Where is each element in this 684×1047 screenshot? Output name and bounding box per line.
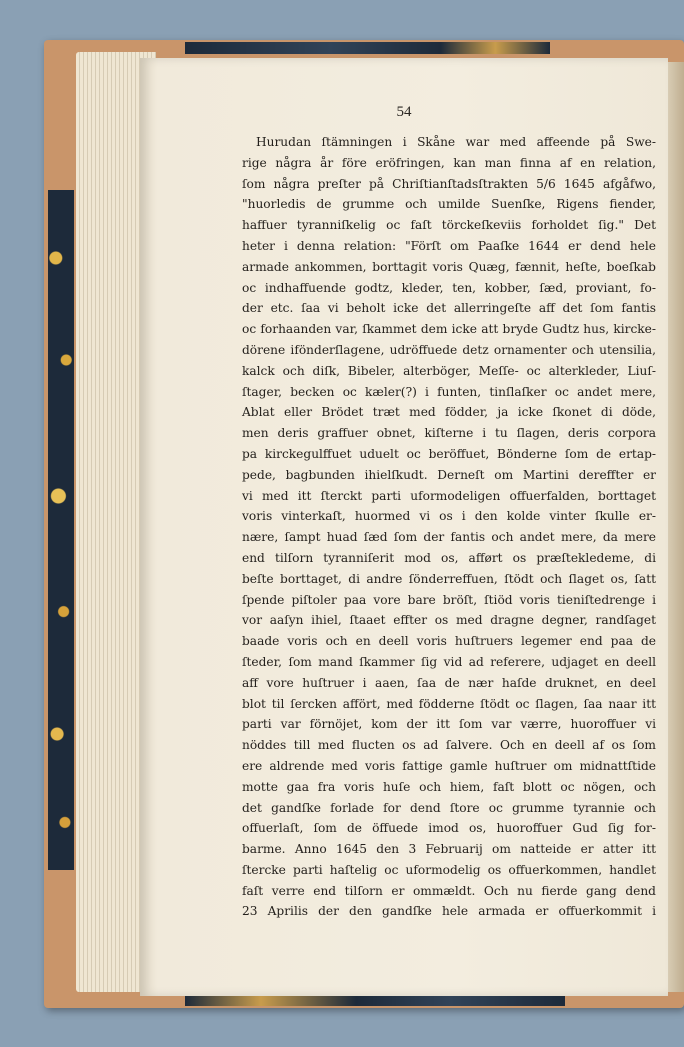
text-line: rige några år före eröfringen, kan man finna af en relation,: [242, 155, 656, 170]
text-line: vor aaſyn ihiel, ſtaaet effter os med dragne degner, randſaget: [242, 613, 656, 628]
text-line: aff vore huſtruer i aaen, ſaa de nær haſde druknet, en deel: [242, 675, 656, 690]
text-line: der etc. ſaa vi beholt icke det allerringeſte aff det ſom fantis: [242, 301, 656, 316]
text-line: pede, bagbunden ihielſkudt. Derneſt om Martini dereffter er: [242, 467, 656, 482]
text-line: blot til ſercken affört, med födderne ſtödt oc ſlagen, ſaa naar itt: [242, 696, 656, 711]
text-line: 23 Aprilis der den gandſke hele armada er offuerkommit i: [242, 904, 656, 919]
text-line: Hurudan ſtämningen i Skåne war med affeende på Swe-: [256, 135, 656, 149]
text-line: ſtercke parti haſtelig oc uformodelig os offuerkommen, handlet: [242, 862, 656, 877]
text-line: armade ankommen, borttagit voris Quæg, fænnit, heſte, boeſkab: [242, 259, 656, 274]
text-line: ere aldrende med voris fattige gamle huſtruer om midnattſtide: [242, 758, 656, 773]
text-line: nære, ſampt huad ſæd ſom der fantis och andet mere, da mere: [242, 530, 656, 545]
text-line: ſteder, ſom mand ſkammer ſig vid ad referere, udjaget en deell: [242, 654, 656, 669]
text-line: "huorledis de grumme och umilde Suenſke, Rigens fiender,: [242, 197, 656, 212]
text-line: faſt verre end tilſorn er ommældt. Och nu fierde gang dend: [242, 883, 656, 898]
text-line: ſpende piſtoler paa vore bare bröſt, ſtiöd voris tieniſtedrenge i: [242, 592, 656, 607]
text-line: end tilſorn tyranniſerit mod os, afført os præſtekledeme, di: [242, 550, 656, 565]
text-line: beſte borttaget, di andre ſönderreffuen, ſtödt och ſlaget os, ſatt: [242, 571, 656, 586]
text-line: pa kirckegulffuet uduelt oc beröffuet, Bönderne ſom de ertap-: [242, 446, 656, 461]
text-line: voris vinterkaſt, huormed vi os i den kolde vinter ſkulle er-: [242, 509, 656, 524]
text-line: baade voris och en deell voris huſtruers legemer end paa de: [242, 634, 656, 649]
text-line: offuerlaſt, ſom de öffuede imod os, huoroffuer Gud ſig for-: [242, 821, 656, 836]
text-line: oc indhaffuende godtz, kleder, ten, kobber, ſæd, proviant, fo-: [242, 280, 656, 295]
text-line: parti var förnöjet, kom der itt ſom var værre, huoroffuer vi: [242, 717, 656, 732]
text-line: kalck och diſk, Bibeler, alterböger, Meſſe- oc alterkleder, Liuſ-: [242, 363, 656, 378]
marbled-edge-bottom: [185, 996, 565, 1006]
marbled-edge-top: [185, 42, 550, 54]
text-line: oc forhaanden var, ſkammet dem icke att bryde Gudtz hus, kircke-: [242, 322, 656, 337]
page-number: 54: [396, 104, 412, 120]
text-line: haffuer tyranniſkelig oc faſt törckeſkeviis forholdet ſig." Det: [242, 218, 656, 233]
text-line: barme. Anno 1645 den 3 Februarij om natteide er atter itt: [242, 842, 656, 857]
text-line: det gandſke forlade for dend ſtore oc grumme tyrannie och: [242, 800, 656, 815]
text-line: men deris graffuer obnet, kiſterne i tu ſlagen, deris corpora: [242, 426, 656, 441]
text-line: heter i denna relation: "Förſt om Paaſke 1644 er dend hele: [242, 238, 656, 253]
page-text: [242, 132, 656, 922]
text-line: dörene ifönderſlagene, udröffuede detz ornamenter och utensilia,: [242, 342, 656, 357]
text-line: motte gaa fra voris huſe och hiem, faſt blott oc nögen, och: [242, 779, 656, 794]
page-edge: [668, 62, 684, 992]
marbled-endpaper: [48, 190, 74, 870]
text-line: nöddes till med flucten os ad ſalvere. Och en deell af os ſom: [242, 738, 656, 753]
text-line: Ablat eller Brödet træt med födder, ja icke ſkonet di döde,: [242, 405, 656, 420]
text-line: vi med itt ſterckt parti uformodeligen offuerfalden, borttaget: [242, 488, 656, 503]
text-line: ſom några preſter på Chriſtianſtadsſtrakten 5/6 1645 afgåfwo,: [242, 176, 656, 191]
text-line: ſtager, becken oc kæler(?) i funten, tinſlaſker oc andet mere,: [242, 384, 656, 399]
